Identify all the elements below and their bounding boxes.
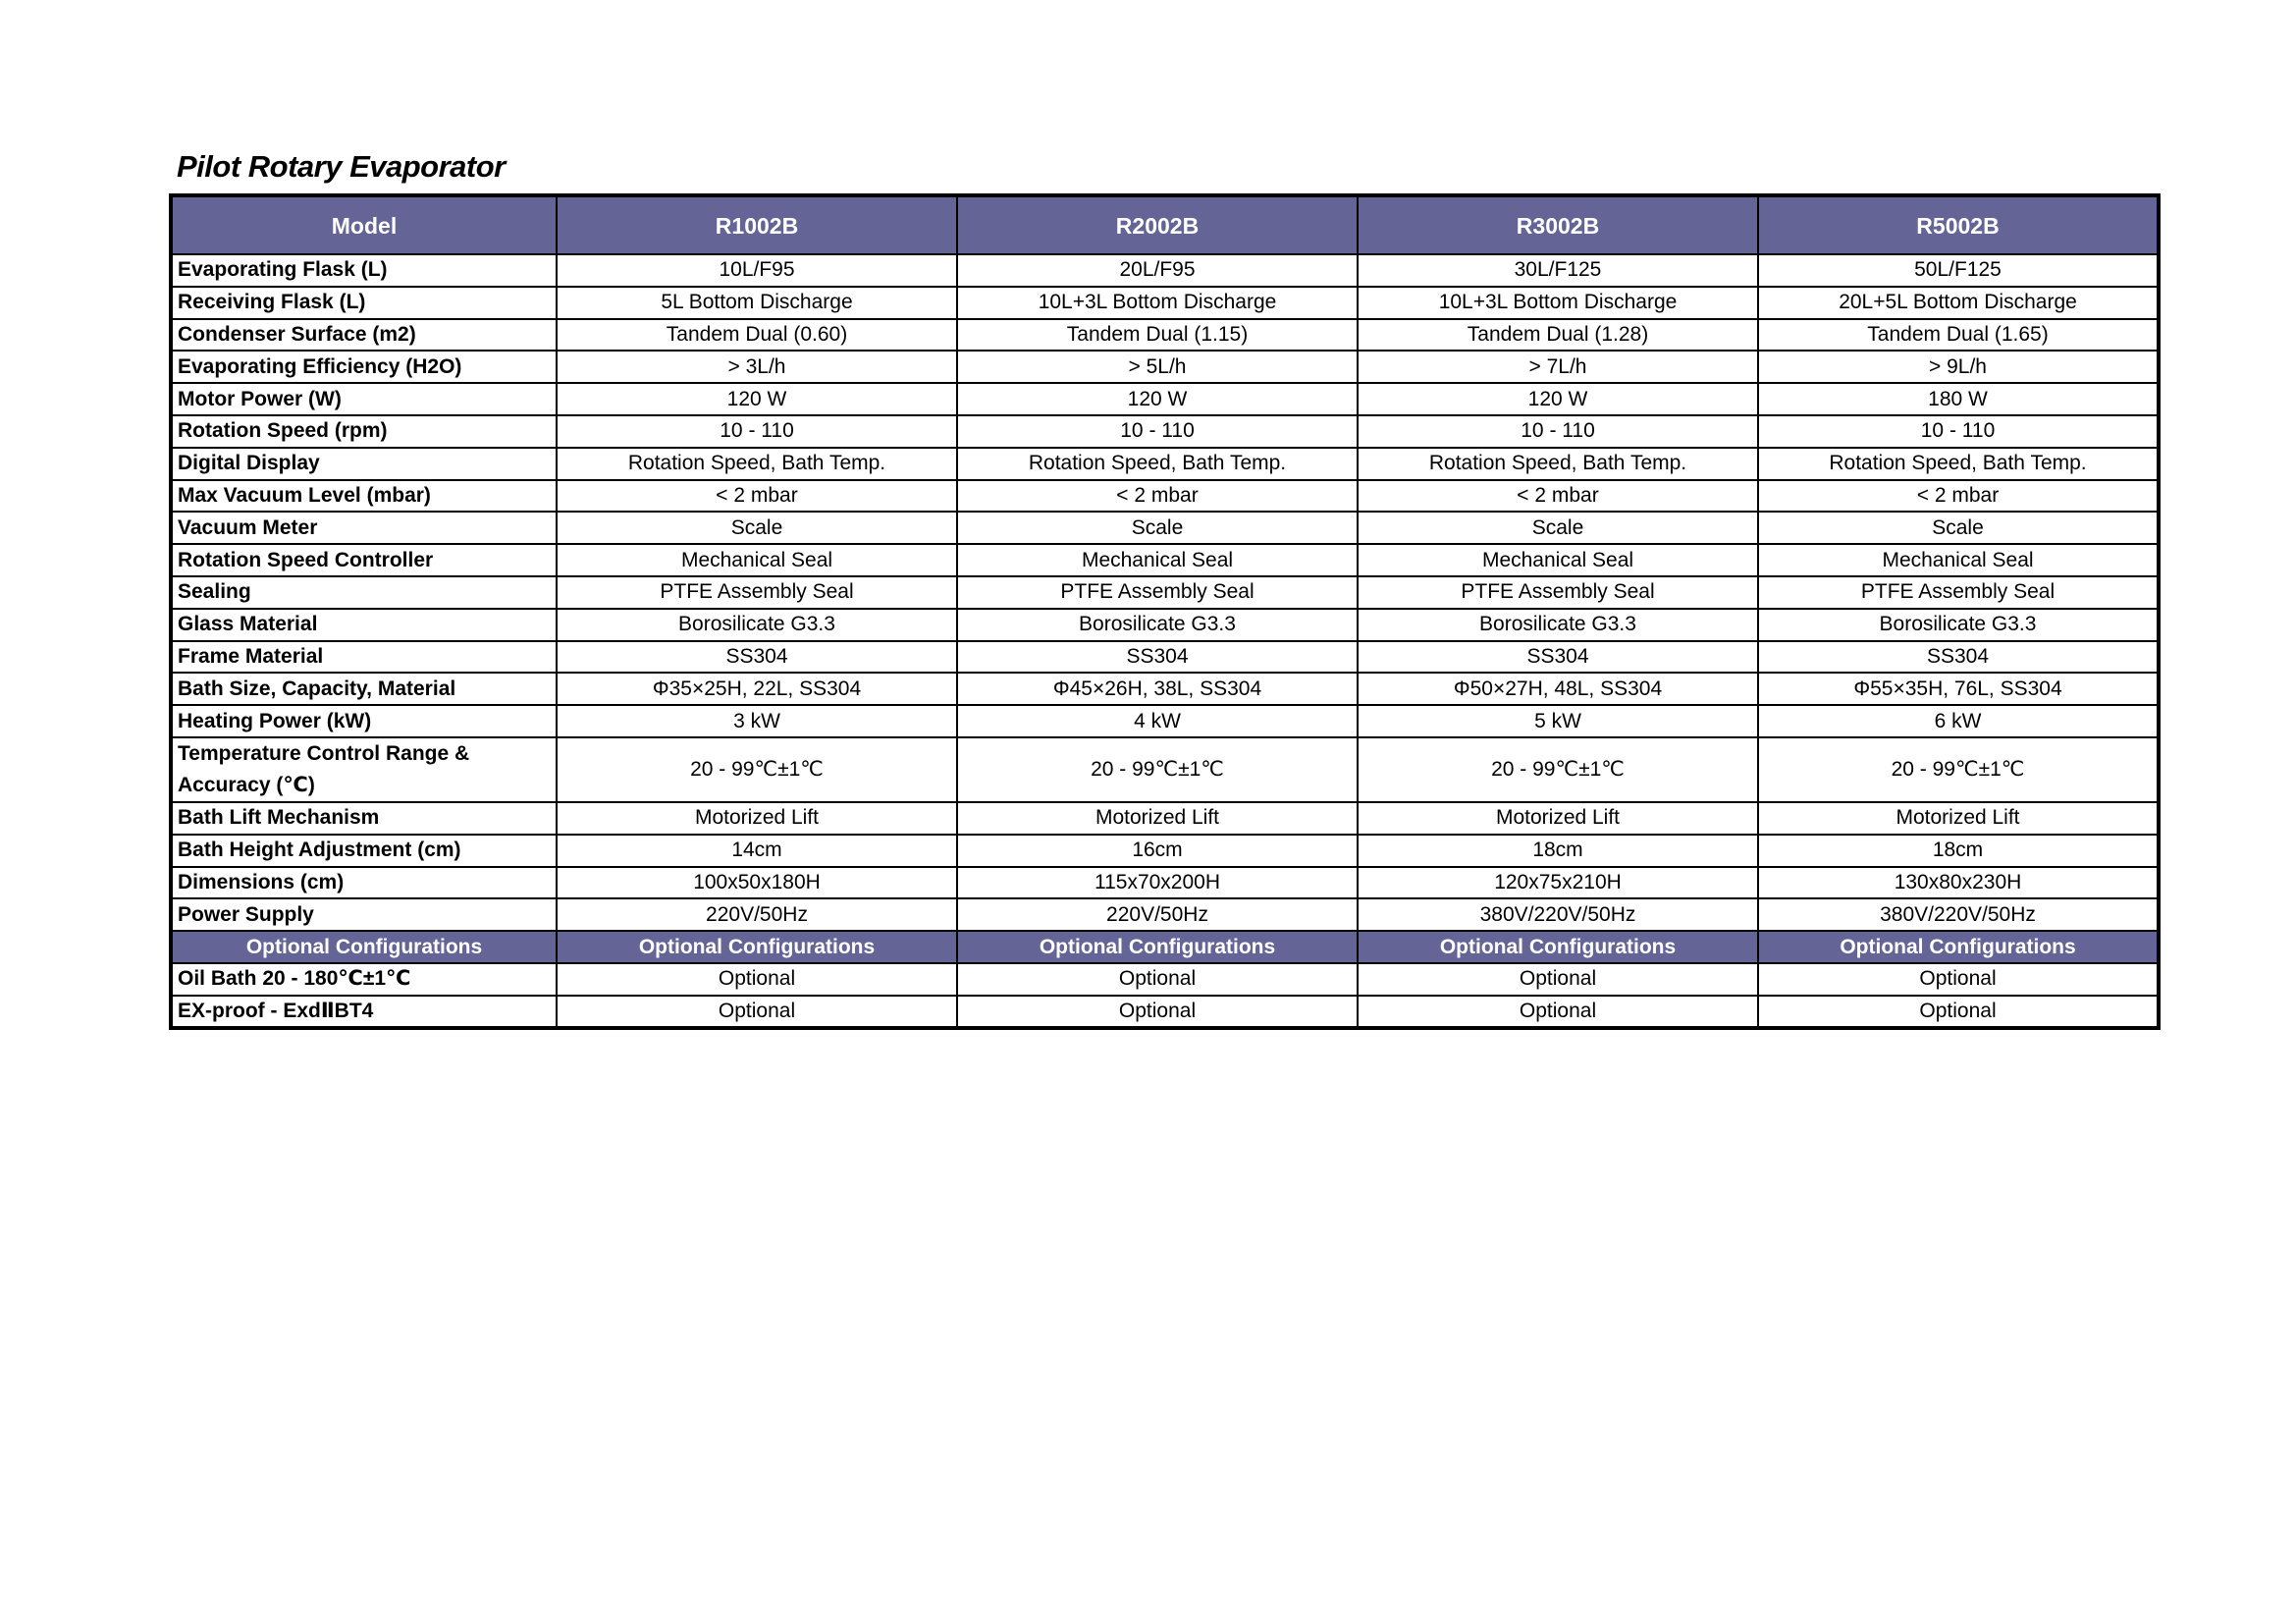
table-cell: 20L+5L Bottom Discharge [1758, 287, 2159, 319]
table-cell: Mechanical Seal [957, 544, 1358, 576]
table-cell: < 2 mbar [557, 480, 957, 513]
table-row [171, 898, 2159, 931]
table-cell: 10 - 110 [1358, 415, 1758, 448]
table-cell: Rotation Speed, Bath Temp. [1358, 448, 1758, 480]
table-cell: Motorized Lift [1758, 802, 2159, 835]
section-row-optional-configurations [171, 931, 2159, 963]
table-cell: 20 - 99℃±1℃ [957, 737, 1358, 802]
table-cell: Optional [1358, 963, 1758, 996]
table-cell: SS304 [957, 641, 1358, 674]
table-cell: Optional [957, 996, 1358, 1028]
table-row [171, 705, 2159, 737]
row-label: Evaporating Efficiency (H2O) [171, 351, 557, 383]
table-cell: 18cm [1358, 835, 1758, 867]
table-row [171, 673, 2159, 705]
header-cell-r2002b: R2002B [957, 195, 1358, 254]
header-cell-r5002b: R5002B [1758, 195, 2159, 254]
table-row [171, 737, 2159, 802]
table-cell: > 3L/h [557, 351, 957, 383]
page-title: Pilot Rotary Evaporator [177, 149, 506, 184]
table-cell: Mechanical Seal [1758, 544, 2159, 576]
table-cell: 3 kW [557, 705, 957, 737]
table-cell: Mechanical Seal [1358, 544, 1758, 576]
table-row [171, 351, 2159, 383]
table-cell: < 2 mbar [1758, 480, 2159, 513]
table-cell: 10 - 110 [957, 415, 1358, 448]
row-label: EX-proof - ExdⅡBT4 [171, 996, 557, 1028]
table-cell: Mechanical Seal [557, 544, 957, 576]
table-row [171, 512, 2159, 544]
table-cell: 10L/F95 [557, 254, 957, 287]
table-cell: Tandem Dual (0.60) [557, 319, 957, 352]
table-cell: 20 - 99℃±1℃ [557, 737, 957, 802]
table-cell: 220V/50Hz [557, 898, 957, 931]
table-cell: 14cm [557, 835, 957, 867]
table-cell: 10 - 110 [557, 415, 957, 448]
table-cell: Tandem Dual (1.65) [1758, 319, 2159, 352]
table-cell: Scale [557, 512, 957, 544]
row-label: Receiving Flask (L) [171, 287, 557, 319]
table-cell: 220V/50Hz [957, 898, 1358, 931]
table-cell: SS304 [1758, 641, 2159, 674]
row-label: Condenser Surface (m2) [171, 319, 557, 352]
section-cell: Optional Configurations [557, 931, 957, 963]
table-cell: PTFE Assembly Seal [957, 576, 1358, 609]
table-cell: Borosilicate G3.3 [557, 609, 957, 641]
table-cell: PTFE Assembly Seal [1358, 576, 1758, 609]
row-label: Oil Bath 20 - 180℃±1℃ [171, 963, 557, 996]
table-cell: 130x80x230H [1758, 867, 2159, 899]
table-cell: 120 W [957, 383, 1358, 415]
table-cell: 20L/F95 [957, 254, 1358, 287]
table-cell: Φ50×27H, 48L, SS304 [1358, 673, 1758, 705]
row-label: Glass Material [171, 609, 557, 641]
table-cell: 10 - 110 [1758, 415, 2159, 448]
row-label: Rotation Speed (rpm) [171, 415, 557, 448]
table-cell: 380V/220V/50Hz [1758, 898, 2159, 931]
table-cell: Tandem Dual (1.15) [957, 319, 1358, 352]
table-cell: < 2 mbar [1358, 480, 1758, 513]
table-row [171, 448, 2159, 480]
row-label: Bath Size, Capacity, Material [171, 673, 557, 705]
row-label: Digital Display [171, 448, 557, 480]
table-cell: Φ45×26H, 38L, SS304 [957, 673, 1358, 705]
table-cell: Optional [957, 963, 1358, 996]
table-cell: < 2 mbar [957, 480, 1358, 513]
section-cell: Optional Configurations [957, 931, 1358, 963]
table-cell: 6 kW [1758, 705, 2159, 737]
table-row [171, 480, 2159, 513]
table-cell: SS304 [1358, 641, 1758, 674]
table-cell: Optional [557, 963, 957, 996]
row-label: Vacuum Meter [171, 512, 557, 544]
table-header-row [171, 195, 2159, 254]
table-cell: Φ55×35H, 76L, SS304 [1758, 673, 2159, 705]
table-cell: 115x70x200H [957, 867, 1358, 899]
table-row [171, 963, 2159, 996]
table-cell: 10L+3L Bottom Discharge [1358, 287, 1758, 319]
table-cell: Scale [1758, 512, 2159, 544]
table-cell: 18cm [1758, 835, 2159, 867]
table-cell: Borosilicate G3.3 [1758, 609, 2159, 641]
table-body [171, 254, 2159, 1028]
table-cell: 380V/220V/50Hz [1358, 898, 1758, 931]
row-label: Dimensions (cm) [171, 867, 557, 899]
table-row [171, 319, 2159, 352]
table-cell: 120 W [1358, 383, 1758, 415]
spec-table [169, 193, 2161, 1030]
table-cell: Tandem Dual (1.28) [1358, 319, 1758, 352]
table-cell: 16cm [957, 835, 1358, 867]
table-cell: > 9L/h [1758, 351, 2159, 383]
row-label: Frame Material [171, 641, 557, 674]
section-cell: Optional Configurations [171, 931, 557, 963]
table-cell: Rotation Speed, Bath Temp. [557, 448, 957, 480]
row-label: Rotation Speed Controller [171, 544, 557, 576]
table-cell: Optional [1758, 996, 2159, 1028]
table-cell: 10L+3L Bottom Discharge [957, 287, 1358, 319]
table-cell: Optional [557, 996, 957, 1028]
table-cell: Borosilicate G3.3 [1358, 609, 1758, 641]
table-cell: Rotation Speed, Bath Temp. [1758, 448, 2159, 480]
table-cell: Rotation Speed, Bath Temp. [957, 448, 1358, 480]
row-label: Bath Height Adjustment (cm) [171, 835, 557, 867]
table-row [171, 576, 2159, 609]
table-cell: 180 W [1758, 383, 2159, 415]
table-cell: 30L/F125 [1358, 254, 1758, 287]
table-cell: 5 kW [1358, 705, 1758, 737]
table-cell: > 5L/h [957, 351, 1358, 383]
table-cell: Motorized Lift [1358, 802, 1758, 835]
table-row [171, 835, 2159, 867]
table-cell: > 7L/h [1358, 351, 1758, 383]
table-row [171, 383, 2159, 415]
table-cell: Motorized Lift [557, 802, 957, 835]
row-label: Max Vacuum Level (mbar) [171, 480, 557, 513]
table-cell: 50L/F125 [1758, 254, 2159, 287]
table-row [171, 802, 2159, 835]
table-cell: SS304 [557, 641, 957, 674]
table-row [171, 996, 2159, 1028]
table-cell: 5L Bottom Discharge [557, 287, 957, 319]
table-cell: 20 - 99℃±1℃ [1358, 737, 1758, 802]
table-cell: 120 W [557, 383, 957, 415]
table-row [171, 544, 2159, 576]
table-row [171, 641, 2159, 674]
header-cell-model: Model [171, 195, 557, 254]
table-row [171, 867, 2159, 899]
row-label: Evaporating Flask (L) [171, 254, 557, 287]
table-cell: 4 kW [957, 705, 1358, 737]
row-label: Bath Lift Mechanism [171, 802, 557, 835]
table-cell: Optional [1358, 996, 1758, 1028]
table-cell: PTFE Assembly Seal [1758, 576, 2159, 609]
section-cell: Optional Configurations [1358, 931, 1758, 963]
table-cell: Borosilicate G3.3 [957, 609, 1358, 641]
table-row [171, 415, 2159, 448]
table-cell: 100x50x180H [557, 867, 957, 899]
row-label: Temperature Control Range & Accuracy (℃) [171, 737, 557, 802]
table-cell: 120x75x210H [1358, 867, 1758, 899]
row-label: Sealing [171, 576, 557, 609]
row-label: Power Supply [171, 898, 557, 931]
header-cell-r3002b: R3002B [1358, 195, 1758, 254]
header-cell-r1002b: R1002B [557, 195, 957, 254]
table-row [171, 287, 2159, 319]
table-cell: PTFE Assembly Seal [557, 576, 957, 609]
table-row [171, 609, 2159, 641]
row-label: Heating Power (kW) [171, 705, 557, 737]
section-cell: Optional Configurations [1758, 931, 2159, 963]
table-cell: Scale [957, 512, 1358, 544]
table-cell: Optional [1758, 963, 2159, 996]
table-cell: Motorized Lift [957, 802, 1358, 835]
row-label: Motor Power (W) [171, 383, 557, 415]
table-row [171, 254, 2159, 287]
table-cell: Φ35×25H, 22L, SS304 [557, 673, 957, 705]
table-cell: Scale [1358, 512, 1758, 544]
table-cell: 20 - 99℃±1℃ [1758, 737, 2159, 802]
